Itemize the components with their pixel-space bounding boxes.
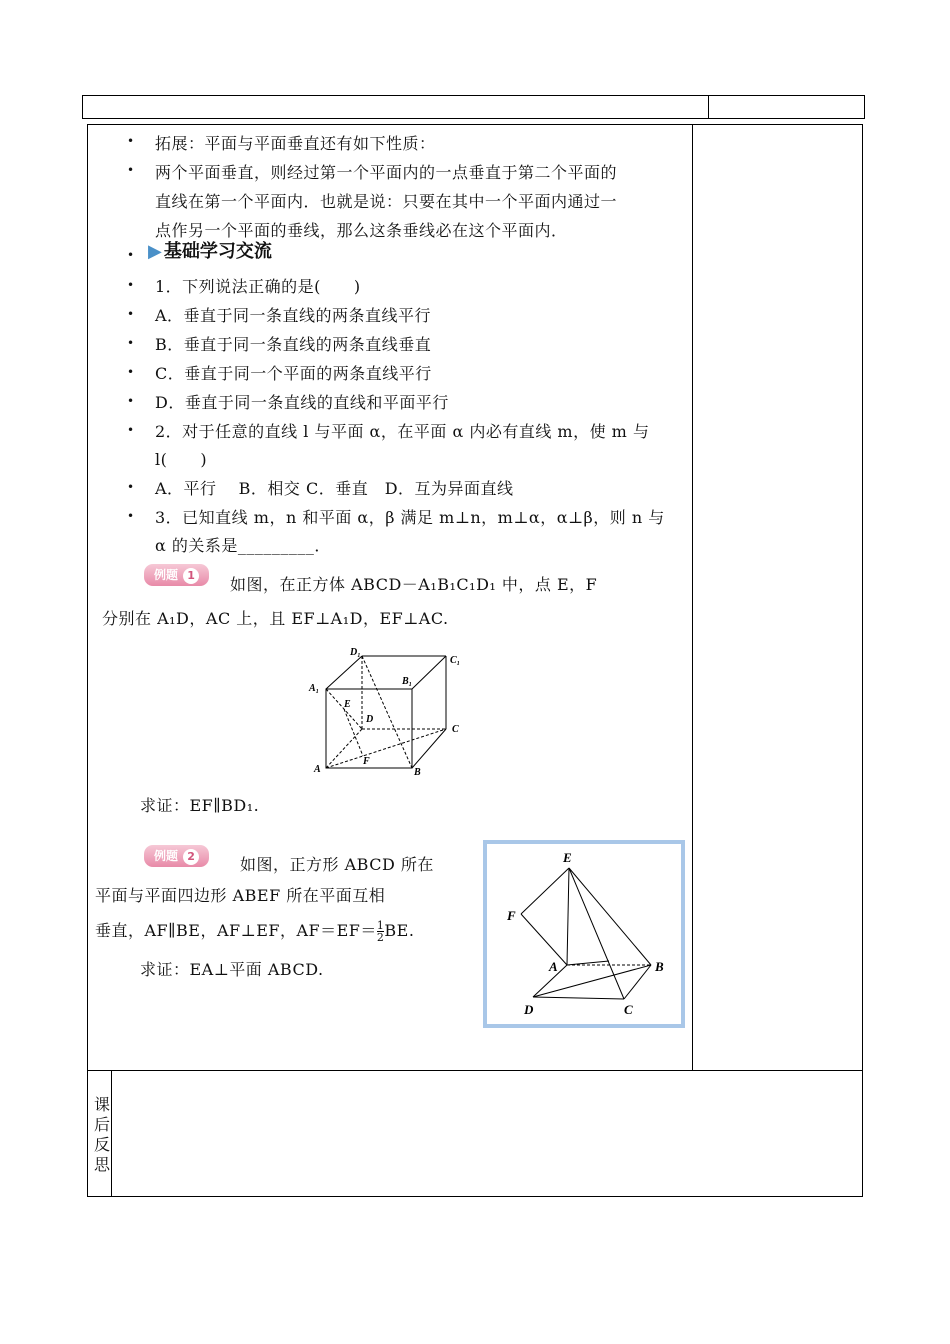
bullet-dot: •: [127, 394, 135, 408]
edge-dc: [533, 997, 624, 999]
question-2-options: A．平行 B．相交 C．垂直 D．互为异面直线: [155, 479, 514, 498]
example-1-prove: 求证：EF∥BD₁.: [140, 796, 260, 815]
bullet-dot: •: [127, 423, 135, 437]
pyramid-figure: [491, 848, 677, 1020]
property-line-3: 点作另一个平面的垂线，那么这条垂线必在这个平面内．: [155, 221, 568, 240]
bullet-dot: •: [127, 365, 135, 379]
reflection-row: [87, 1070, 863, 1197]
question-3-line-2: α 的关系是_________．: [155, 536, 331, 555]
example-2-line-2: 平面与平面四边形 ABEF 所在平面互相: [95, 886, 386, 905]
example-2-line-1: 如图，正方形 ABCD 所在: [240, 855, 434, 874]
edge-ad: [326, 729, 362, 768]
label-e: E: [344, 699, 351, 710]
example-2-line-3: 垂直，AF∥BE，AF⊥EF，AF＝EF＝ $\frac{1}{2}$ BE.: [95, 919, 415, 944]
bullet-dot: •: [127, 134, 135, 148]
reflection-label: 课 后 反 思: [93, 1095, 110, 1174]
label-d: D: [524, 1002, 534, 1017]
label-e: E: [563, 850, 572, 865]
edge-cb: [624, 965, 651, 999]
label-a: A: [549, 959, 558, 974]
bullet-dot: •: [127, 336, 135, 350]
label-c1: C₁: [450, 655, 461, 666]
option-d: D．垂直于同一条直线的直线和平面平行: [155, 393, 449, 412]
bullet-dot: •: [127, 307, 135, 321]
fraction: $\frac{1}{2}$: [376, 919, 385, 944]
label-f: F: [363, 756, 370, 767]
arrow-icon: ▶: [148, 241, 162, 262]
bullet-dot: •: [127, 163, 135, 177]
header-row: [82, 95, 865, 119]
extension-text: 拓展：平面与平面垂直还有如下性质：: [155, 134, 436, 153]
example-2-prove: 求证：EA⊥平面 ABCD.: [140, 960, 324, 979]
line-ef: [344, 709, 363, 756]
edge-bc: [412, 729, 446, 768]
option-a: A．垂直于同一条直线的两条直线平行: [155, 306, 432, 325]
label-c: C: [452, 724, 459, 735]
option-c: C．垂直于同一个平面的两条直线平行: [155, 364, 432, 383]
line-bd1: [362, 656, 412, 768]
reflection-divider: [111, 1070, 112, 1197]
property-line-2: 直线在第一个平面内．也就是说：只要在其中一个平面内通过一: [155, 192, 618, 211]
bullet-dot: •: [127, 278, 135, 292]
question-2-line-2: l( ): [155, 450, 208, 469]
example-1-badge: 例题 1: [144, 564, 209, 586]
edge-eb: [569, 868, 651, 965]
bullet-dot: •: [127, 509, 135, 523]
question-2-line-1: 2．对于任意的直线 l 与平面 α，在平面 α 内必有直线 m，使 m 与: [155, 422, 650, 441]
option-b: B．垂直于同一条直线的两条直线垂直: [155, 335, 432, 354]
label-a1: A₁: [309, 683, 320, 694]
bullet-dot: •: [127, 248, 135, 262]
label-c: C: [624, 1002, 633, 1017]
property-line-1: 两个平面垂直，则经过第一个平面内的一点垂直于第二个平面的: [155, 163, 618, 182]
label-b1: B₁: [402, 676, 413, 687]
example-1-line-1: 如图，在正方体 ABCD－A₁B₁C₁D₁ 中，点 E，F: [230, 575, 598, 594]
edge-a-short: [567, 961, 609, 965]
example-1-line-2: 分别在 A₁D，AC 上，且 EF⊥A₁D，EF⊥AC.: [102, 609, 449, 628]
label-a: A: [314, 764, 321, 775]
question-1: 1．下列说法正确的是( ): [155, 277, 361, 296]
label-d: D: [366, 714, 374, 725]
edge-b1c1: [412, 656, 446, 689]
edge-a1d1: [326, 656, 362, 689]
edge-ea: [567, 868, 569, 965]
question-3-line-1: 3．已知直线 m，n 和平面 α，β 满足 m⊥n，m⊥α，α⊥β，则 n 与: [155, 508, 665, 527]
example-2-badge: 例题 2: [144, 845, 209, 867]
cube-figure: [306, 644, 476, 779]
edge-fa: [521, 914, 567, 965]
header-divider: [708, 95, 709, 119]
section-heading: ▶ 基础学习交流: [148, 241, 272, 262]
content-divider: [692, 124, 693, 1071]
bullet-dot: •: [127, 480, 135, 494]
label-f: F: [507, 908, 516, 923]
label-d1: D₁: [350, 647, 361, 658]
label-b: B: [655, 959, 664, 974]
label-b: B: [414, 767, 421, 778]
edge-ef: [521, 868, 569, 914]
